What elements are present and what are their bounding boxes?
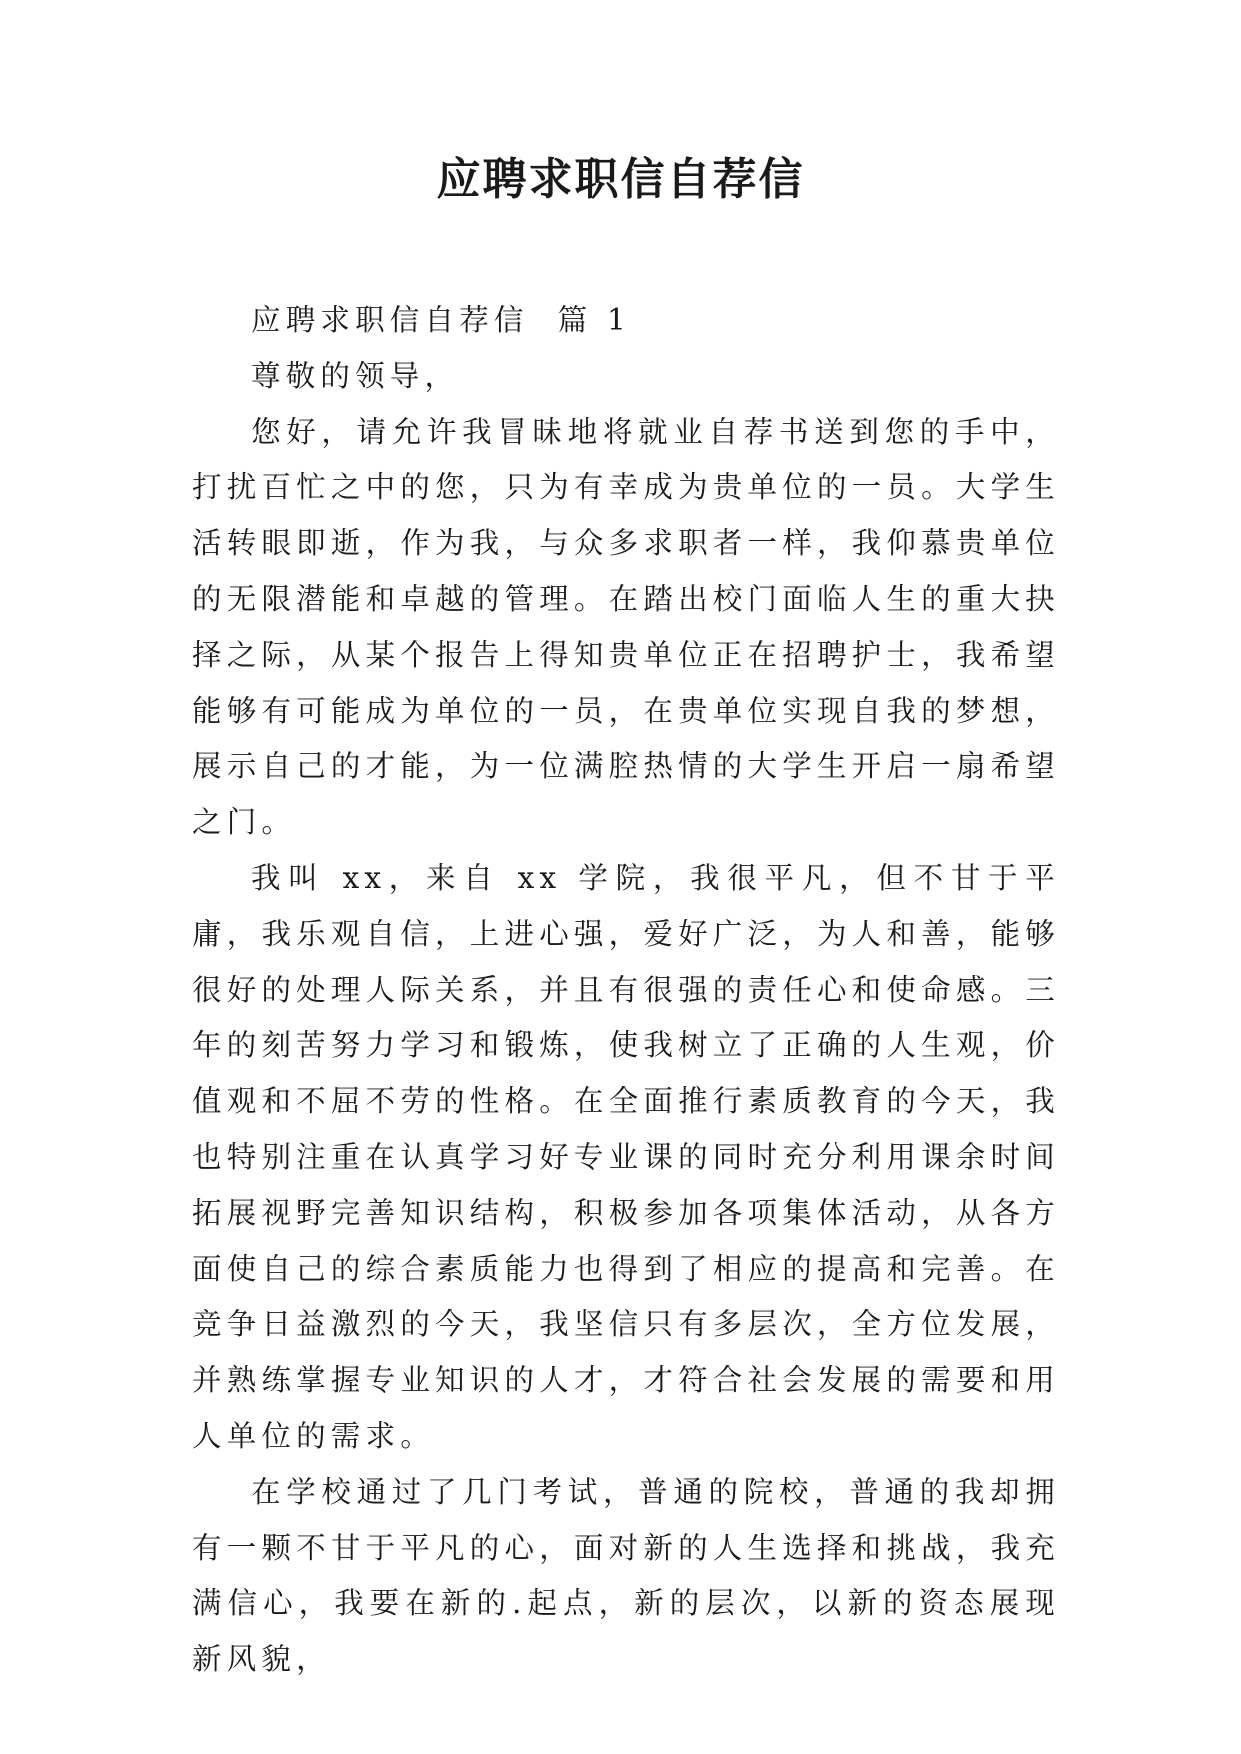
document-body <box>192 293 1060 1688</box>
paragraph-2: 我叫 xx，来自 xx 学院，我很平凡，但不甘于平庸，我乐观自信，上进心强，爱好广泛，为人和善，能够很好的处理人际关系，并且有很强的责任心和使命感。三年的刻苦努力学习和锻炼，使我树立了正确的人生观，价值观和不屈不劳的性格。在全面推行素质教育的今天，我也特别注重在认真学习好专业课的同时充分利用课余时间拓展视野完善知识结构，积极参加各项集体活动，从各方面使自己的综合素质能力也得到了相应的提高和完善。在竞争日益激烈的今天，我坚信只有多层次，全方位发展，并熟练掌握专业知识的人才，才符合社会发展的需要和用人单位的需求。 <box>192 860 1060 1453</box>
document-title: 应聘求职信自荐信 <box>436 154 805 205</box>
paragraph-3: 在学校通过了几门考试，普通的院校，普通的我却拥有一颗不甘于平凡的心，面对新的人生选择和挑战，我充满信心，我要在新的.起点，新的层次，以新的资态展现新风貌， <box>192 1474 1060 1677</box>
paragraph-1: 您好，请允许我冒昧地将就业自荐书送到您的手中，打扰百忙之中的您，只为有幸成为贵单位的一员。大学生活转眼即逝，作为我，与众多求职者一样，我仰慕贵单位的无限潜能和卓越的管理。在踏出校门面临人生的重大抉择之际，从某个报告上得知贵单位正在招聘护士，我希望能够有可能成为单位的一员，在贵单位实现自我的梦想，展示自己的才能，为一位满腔热情的大学生开启一扇希望之门。 <box>192 414 1060 840</box>
section-heading: 应聘求职信自荐信 篇 1 <box>251 303 632 337</box>
salutation: 尊敬的领导， <box>251 358 460 393</box>
